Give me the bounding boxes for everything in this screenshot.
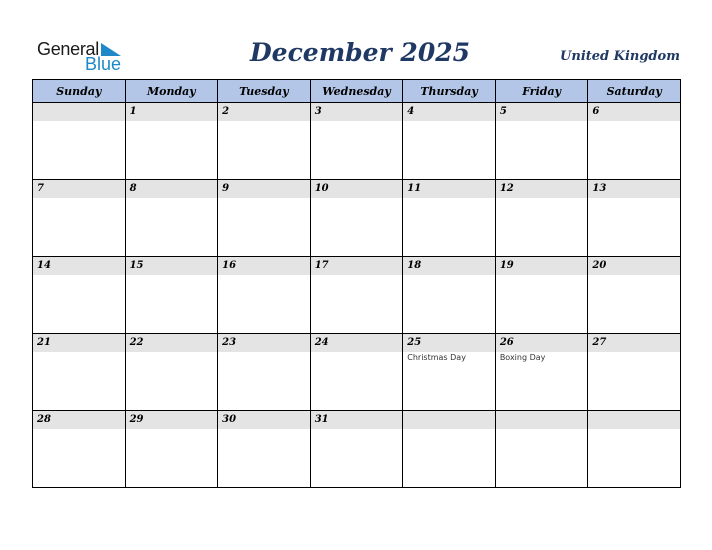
day-number xyxy=(33,103,125,121)
week-row xyxy=(33,411,681,488)
day-number xyxy=(588,411,680,429)
day-number: 1 xyxy=(126,103,218,121)
weekday-tuesday: Tuesday xyxy=(218,80,311,103)
day-number: 9 xyxy=(218,180,310,198)
day-number: 4 xyxy=(403,103,495,121)
logo-text-general: General xyxy=(37,39,99,59)
week-row xyxy=(33,257,681,334)
day-number: 8 xyxy=(126,180,218,198)
day-cell xyxy=(125,411,218,488)
day-cell xyxy=(588,180,681,257)
day-number: 25 xyxy=(403,334,495,352)
day-cell xyxy=(588,411,681,488)
day-number: 15 xyxy=(126,257,218,275)
week-row xyxy=(33,180,681,257)
day-cell xyxy=(403,411,496,488)
calendar-grid xyxy=(32,79,681,488)
day-number: 17 xyxy=(311,257,403,275)
day-cell xyxy=(218,334,311,411)
day-cell xyxy=(33,334,126,411)
logo-text-blue: Blue xyxy=(85,54,122,74)
weekday-friday: Friday xyxy=(495,80,588,103)
day-number: 5 xyxy=(496,103,588,121)
weekday-wednesday: Wednesday xyxy=(310,80,403,103)
day-cell xyxy=(125,103,218,180)
day-number xyxy=(403,411,495,429)
day-number: 16 xyxy=(218,257,310,275)
day-number: 21 xyxy=(33,334,125,352)
day-number: 28 xyxy=(33,411,125,429)
day-number: 10 xyxy=(311,180,403,198)
day-number: 19 xyxy=(496,257,588,275)
day-cell xyxy=(218,103,311,180)
calendar-title: December 2025 xyxy=(250,38,471,67)
day-cell xyxy=(125,334,218,411)
day-cell xyxy=(218,180,311,257)
day-cell xyxy=(125,257,218,334)
day-cell xyxy=(33,180,126,257)
day-cell xyxy=(403,334,496,411)
weekday-sunday: Sunday xyxy=(33,80,126,103)
day-number: 27 xyxy=(588,334,680,352)
day-number: 30 xyxy=(218,411,310,429)
day-cell xyxy=(495,103,588,180)
day-number xyxy=(496,411,588,429)
day-number: 22 xyxy=(126,334,218,352)
generalblue-logo xyxy=(37,39,127,73)
holiday-label: Christmas Day xyxy=(407,353,466,362)
day-cell xyxy=(588,334,681,411)
weekday-saturday: Saturday xyxy=(588,80,681,103)
day-number: 18 xyxy=(403,257,495,275)
weekday-thursday: Thursday xyxy=(403,80,496,103)
country-label: United Kingdom xyxy=(560,49,680,64)
day-cell xyxy=(403,257,496,334)
day-cell xyxy=(310,180,403,257)
day-cell xyxy=(33,103,126,180)
day-number: 6 xyxy=(588,103,680,121)
day-number: 31 xyxy=(311,411,403,429)
holiday-label: Boxing Day xyxy=(499,353,546,362)
weekday-monday: Monday xyxy=(125,80,218,103)
day-cell xyxy=(125,180,218,257)
day-cell xyxy=(495,257,588,334)
day-number: 2 xyxy=(218,103,310,121)
day-number: 3 xyxy=(311,103,403,121)
day-number: 13 xyxy=(588,180,680,198)
day-number: 20 xyxy=(588,257,680,275)
day-cell xyxy=(218,257,311,334)
day-cell xyxy=(218,411,311,488)
day-number: 7 xyxy=(33,180,125,198)
day-number: 11 xyxy=(403,180,495,198)
day-number: 26 xyxy=(496,334,588,352)
day-cell xyxy=(33,411,126,488)
week-row xyxy=(33,103,681,180)
day-number: 24 xyxy=(311,334,403,352)
day-cell xyxy=(403,180,496,257)
day-cell xyxy=(495,180,588,257)
day-cell xyxy=(310,334,403,411)
day-cell xyxy=(33,257,126,334)
weekday-header-row xyxy=(33,80,681,103)
day-number: 29 xyxy=(126,411,218,429)
day-number: 23 xyxy=(218,334,310,352)
day-cell xyxy=(403,103,496,180)
day-cell xyxy=(495,334,588,411)
day-cell xyxy=(495,411,588,488)
day-cell xyxy=(588,103,681,180)
day-number: 14 xyxy=(33,257,125,275)
day-cell xyxy=(310,103,403,180)
week-row xyxy=(33,334,681,411)
day-cell xyxy=(310,411,403,488)
day-number: 12 xyxy=(496,180,588,198)
day-cell xyxy=(310,257,403,334)
day-cell xyxy=(588,257,681,334)
